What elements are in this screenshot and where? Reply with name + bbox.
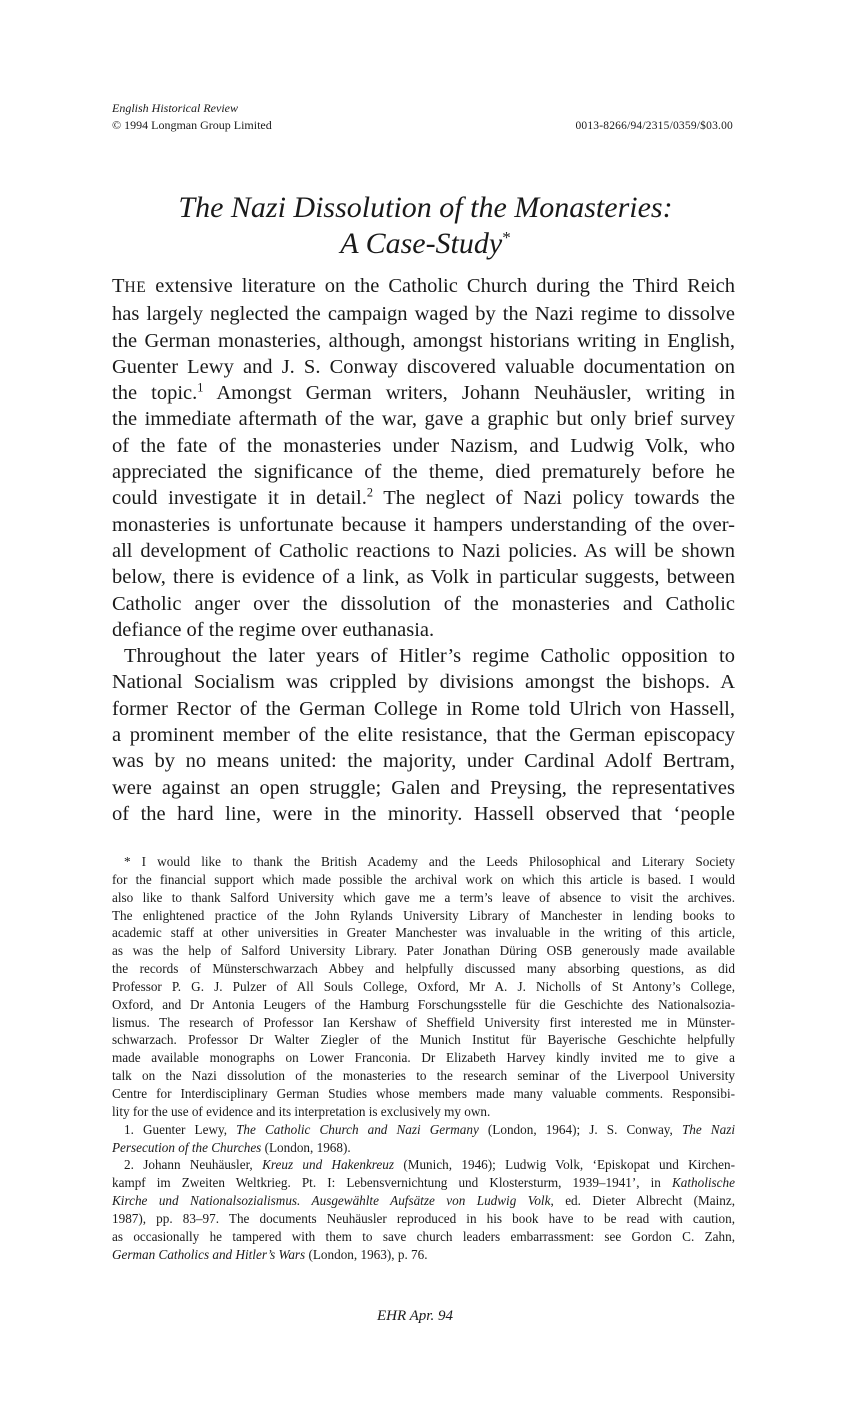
text-run: Throughout the later years of Hitler’s regime Catholic opposition to <box>124 645 735 668</box>
text-run: a prominent member of the elite resistance, that the German episcopacy <box>112 724 735 747</box>
footnote-line <box>112 942 735 960</box>
footnote-line <box>112 1192 735 1210</box>
body-line <box>112 722 735 748</box>
title-line-1: The Nazi Dissolution of the Monasteries: <box>178 191 673 224</box>
text-run: also like to thank Salford University which gave me a term’s leave of absence to visit the archives. <box>112 889 735 905</box>
body-line <box>112 564 735 590</box>
text-run: Oxford, and Dr Antonia Leugers of the Hamburg Forschungsstelle für die Geschichte des Nationalsozia- <box>112 996 735 1012</box>
text-run: as occasionally he tampered with them to save church leaders embarrassment: see Gordon C. Zahn, <box>112 1228 735 1244</box>
footnote-line <box>112 1139 735 1157</box>
text-run: were against an open struggle; Galen and Preysing, the representatives <box>112 776 735 799</box>
body-line <box>112 669 735 695</box>
text-run: was by no means united: the majority, under Cardinal Adolf Bertram, <box>112 750 735 773</box>
body-line <box>112 591 735 617</box>
title-footnote-mark: * <box>502 228 511 247</box>
footnote-line <box>112 889 735 907</box>
text-run: Centre for Interdisciplinary German Studies whose members made many valuable comments. Responsibi- <box>112 1085 735 1101</box>
text-run: extensive literature on the Catholic Church during the Third Reich <box>146 275 735 297</box>
text-run: for the financial support which made possible the archival work on which this article is based. I would <box>112 871 735 887</box>
text-run: 1. Guenter Lewy, <box>124 1121 237 1137</box>
footnote-line <box>112 871 735 889</box>
footnote-line <box>112 960 735 978</box>
body-line <box>112 696 735 722</box>
text-run: lismus. The research of Professor Ian Kershaw of Sheffield University first interested me in Münster- <box>112 1014 735 1030</box>
text-run: kampf im Zweiten Weltkrieg. Pt. I: Lebensvernichtung und Klostersturm, 1939–1941’, in <box>112 1175 672 1191</box>
body-line <box>112 643 735 669</box>
text-run: Catholic anger over the dissolution of the monasteries and Catholic <box>112 592 735 615</box>
title-subtitle: A Case-Study <box>340 227 503 260</box>
body-line <box>112 617 735 643</box>
body-line <box>112 801 735 827</box>
footnotes <box>112 853 735 1263</box>
text-run: The neglect of Nazi policy towards the <box>373 487 735 510</box>
text-run: HE <box>124 279 147 296</box>
body-line <box>112 273 735 301</box>
body-text <box>112 273 735 827</box>
text-run: Kreuz und Hakenkreuz <box>262 1157 395 1173</box>
copyright-line: © 1994 Longman Group Limited <box>112 118 272 132</box>
text-run: below, there is evidence of a link, as Volk in particular suggests, between <box>112 566 735 589</box>
body-line <box>112 512 735 538</box>
body-line <box>112 538 735 564</box>
footnote-line <box>112 1085 735 1103</box>
text-run: (London, 1964); J. S. Conway, <box>478 1121 682 1137</box>
text-run: The enlightened practice of the John Rylands University Library of Manchester in lending books to <box>112 907 735 923</box>
text-run: T <box>112 275 125 297</box>
page-footer: EHR Apr. 94 <box>377 1308 453 1324</box>
footnote-line <box>112 924 735 942</box>
body-line <box>112 354 735 380</box>
text-run: Guenter Lewy and J. S. Conway discovered valuable documentation on <box>112 355 735 378</box>
text-run: talk on the Nazi dissolution of the monasteries to the research seminar of the Liverpool University <box>112 1068 735 1084</box>
footnote-line <box>112 1014 735 1032</box>
text-run: Kirche und Nationalsozialismus. Ausgewählte Aufsätze von Ludwig Volk <box>112 1193 551 1209</box>
title-line-2 <box>0 226 851 262</box>
footnote-ref: 2 <box>366 486 373 500</box>
text-run: National Socialism was crippled by divisions amongst the bishops. A <box>112 671 735 694</box>
text-run: has largely neglected the campaign waged by the Nazi regime to dissolve <box>112 303 735 326</box>
footnote-line <box>112 1210 735 1228</box>
text-run: Katholische <box>671 1175 735 1191</box>
text-run: (Munich, 1946); Ludwig Volk, ‘Episkopat und Kirchen- <box>394 1157 735 1173</box>
text-run: the immediate aftermath of the war, gave a graphic but only brief survey <box>112 408 735 431</box>
footnote-line <box>112 1174 735 1192</box>
body-line <box>112 775 735 801</box>
text-run: academic staff at other universities in Greater Manchester was invaluable in the writing of this article, <box>112 925 735 941</box>
footnote-line <box>112 996 735 1014</box>
text-run: all development of Catholic reactions to Nazi policies. As will be shown <box>112 539 735 562</box>
text-run: (London, 1968). <box>261 1139 351 1155</box>
text-run: monasteries is unfortunate because it hampers understanding of the over- <box>112 513 735 536</box>
text-run: as was the help of Salford University Library. Pater Jonathan Düring OSB generously made available <box>112 943 735 959</box>
footnote-line <box>112 1121 735 1139</box>
text-run: the records of Münsterschwarzach Abbey and helpfully discussed many absorbing questions, as did <box>112 961 735 977</box>
text-run: 1987), pp. 83–97. The documents Neuhäusler reproduced in his book have to be read with caution, <box>112 1210 735 1226</box>
text-run: The Catholic Church and Nazi Germany <box>236 1121 479 1137</box>
text-run: of the hard line, were in the minority. Hassell observed that ‘people <box>112 802 735 825</box>
text-run: The Nazi <box>681 1121 735 1137</box>
text-run: 2. Johann Neuhäusler, <box>124 1157 263 1173</box>
text-run: appreciated the significance of the theme, died prematurely before he <box>112 461 735 484</box>
body-line <box>112 380 735 406</box>
text-run: could investigate it in detail. <box>112 487 367 510</box>
body-line <box>112 406 735 432</box>
footnote-line <box>112 1156 735 1174</box>
footnote-line <box>112 1103 735 1121</box>
footnote-ref: 1 <box>197 380 204 395</box>
footnote-line <box>112 978 735 996</box>
text-run: Amongst German writers, Johann Neuhäusler, writing in <box>203 382 735 405</box>
article-title <box>0 190 851 262</box>
footnote-line <box>112 1228 735 1246</box>
text-run: the topic. <box>112 382 198 405</box>
body-line <box>112 433 735 459</box>
text-run: made available monographs on Lower Franconia. Dr Elizabeth Harvey kindly invited me to give a <box>112 1050 735 1066</box>
body-line <box>112 328 735 354</box>
text-run: Professor P. G. J. Pulzer of All Souls College, Oxford, Mr A. J. Nicholls of St Antony’s College, <box>112 978 735 994</box>
footnote-line <box>112 853 735 871</box>
text-run: German Catholics and Hitler’s Wars <box>112 1246 306 1262</box>
body-line <box>112 459 735 485</box>
text-run: former Rector of the German College in Rome told Ulrich von Hassell, <box>112 697 735 720</box>
text-run: Persecution of the Churches <box>112 1139 262 1155</box>
body-line <box>112 748 735 774</box>
body-line <box>112 485 735 511</box>
footnote-line <box>112 907 735 925</box>
text-run: (London, 1963), p. 76. <box>305 1246 428 1262</box>
text-run: schwarzach. Professor Dr Walter Ziegler of the Munich Institut für Bayerische Geschichte helpfully <box>112 1032 735 1048</box>
text-run: of the fate of the monasteries under Nazism, and Ludwig Volk, who <box>112 434 735 457</box>
footnote-line <box>112 1031 735 1049</box>
text-run: lity for the use of evidence and its interpretation is exclusively my own. <box>112 1103 491 1119</box>
text-run: defiance of the regime over euthanasia. <box>112 618 435 641</box>
footnote-line <box>112 1246 735 1264</box>
text-run: the German monasteries, although, amongst historians writing in English, <box>112 329 735 352</box>
footnote-line <box>112 1049 735 1067</box>
text-run: * I would like to thank the British Academy and the Leeds Philosophical and Literary Society <box>124 854 735 869</box>
journal-name: English Historical Review <box>112 101 238 115</box>
text-run: , ed. Dieter Albrecht (Mainz, <box>550 1193 735 1209</box>
journal-header <box>112 100 272 134</box>
issn-code: 0013-8266/94/2315/0359/$03.00 <box>575 120 733 132</box>
footnote-line <box>112 1067 735 1085</box>
body-line <box>112 301 735 327</box>
